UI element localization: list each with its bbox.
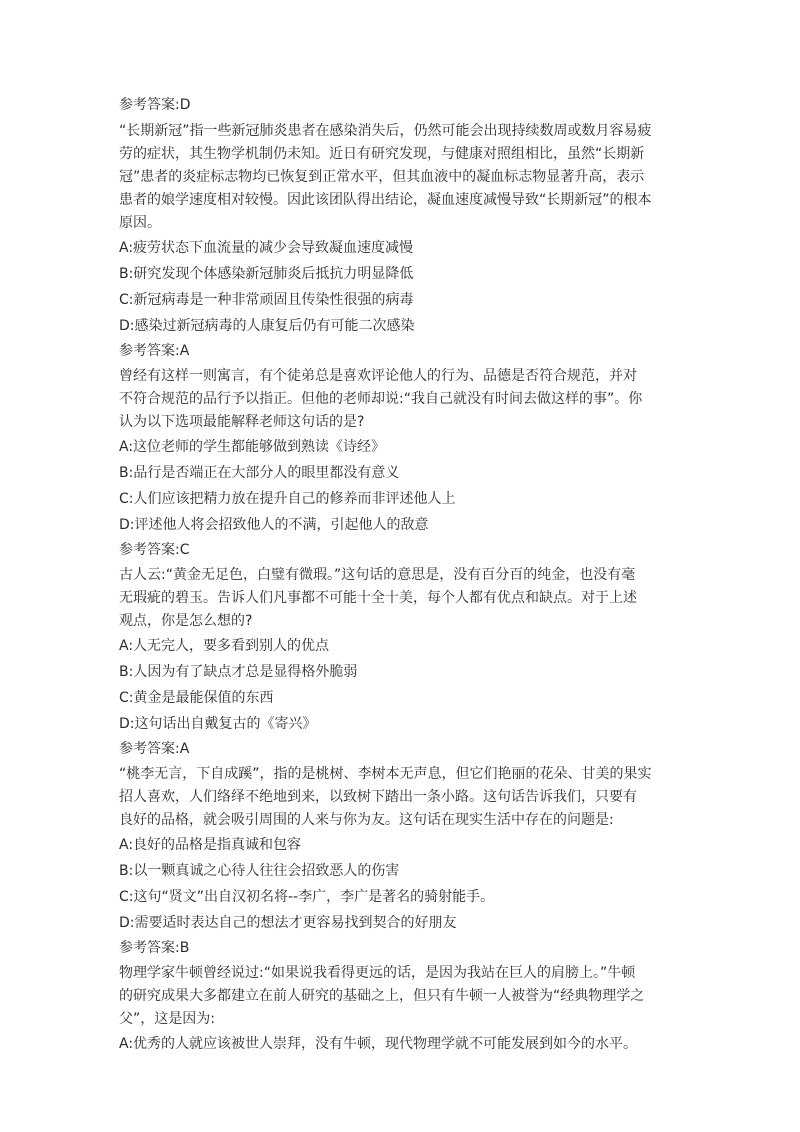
option-b: B:以一颗真诚之心待人往往会招致恶人的伤害 — [119, 863, 400, 879]
option-c: C:新冠病毒是一种非常顽固且传染性很强的病毒 — [119, 292, 414, 308]
question-text: 古人云:“黄金无足色，白璧有微瑕。”这句话的意思是，没有百分百的纯金，也没有毫 — [119, 567, 636, 583]
answer-key: 参考答案:D — [119, 97, 191, 113]
question-text: 招人喜欢，人们络绎不绝地到来，以致树下踏出一条小路。这句话告诉我们，只要有 — [119, 789, 637, 805]
option-d: D:需要适时表达自己的想法才更容易找到契合的好朋友 — [119, 915, 457, 931]
option-c: C:黄金是最能保值的东西 — [119, 690, 274, 706]
option-a: A:这位老师的学生都能够做到熟读《诗经》 — [119, 439, 386, 455]
question-text: “桃李无言，下自成蹊”，指的是桃树、李树本无声息，但它们艳丽的花朵、甘美的果实 — [119, 766, 652, 782]
question-text: 父”，这是因为: — [119, 1011, 215, 1027]
option-a: A:疲劳状态下血流量的减少会导致凝血速度减慢 — [119, 240, 414, 256]
question-text: 无瑕疵的碧玉。告诉人们凡事都不可能十全十美，每个人都有优点和缺点。对于上述 — [119, 590, 637, 606]
option-b: B:品行是否端正在大部分人的眼里都没有意义 — [119, 465, 400, 481]
answer-key: 参考答案:A — [119, 741, 190, 757]
question-text: 不符合规范的品行予以指正。但他的老师却说:“我自己就没有时间去做这样的事”。你 — [119, 391, 643, 407]
option-a: A:优秀的人就应该被世人崇拜，没有牛顿，现代物理学就不可能发展到如今的水平。 — [119, 1036, 638, 1052]
option-a: A:人无完人，要多看到别人的优点 — [119, 638, 330, 654]
option-d: D:评述他人将会招致他人的不满，引起他人的敌意 — [119, 517, 429, 533]
option-c: C:这句“贤文”出自汉初名将--李广，李广是著名的骑射能手。 — [119, 889, 495, 905]
question-text: 物理学家牛顿曾经说过:“如果说我看得更远的话，是因为我站在巨人的肩膀上。”牛顿 — [119, 965, 636, 981]
question-text: 原因。 — [119, 215, 161, 231]
question-text: 的研究成果大多都建立在前人研究的基础之上，但只有牛顿一人被誉为“经典物理学之 — [119, 988, 645, 1004]
answer-key: 参考答案:A — [119, 343, 190, 359]
question-text: 观点，你是怎么想的? — [119, 613, 253, 629]
question-text: 认为以下选项最能解释老师这句话的是? — [119, 414, 365, 430]
question-text: 曾经有这样一则寓言，有个徒弟总是喜欢评论他人的行为、品德是否符合规范，并对 — [119, 368, 637, 384]
option-d: D:这句话出自戴复古的《寄兴》 — [119, 716, 317, 732]
option-a: A:良好的品格是指真诚和包容 — [119, 837, 302, 853]
question-text: 冠”患者的炎症标志物均已恢复到正常水平，但其血液中的凝血标志物显著升高，表示 — [119, 169, 645, 185]
question-text: 患者的娘学速度相对较慢。因此该团队得出结论，凝血速度减慢导致“长期新冠”的根本 — [119, 192, 652, 208]
answer-key: 参考答案:C — [119, 542, 190, 558]
option-b: B:研究发现个体感染新冠肺炎后抵抗力明显降低 — [119, 266, 414, 282]
question-text: 劳的症状，其生物学机制仍未知。近日有研究发现，与健康对照组相比，虽然“长期新 — [119, 146, 645, 162]
option-d: D:感染过新冠病毒的人康复后仍有可能二次感染 — [119, 318, 415, 334]
question-text: 良好的品格，就会吸引周围的人来与你为友。这句话在现实生活中存在的问题是: — [119, 812, 614, 828]
option-b: B:人因为有了缺点才总是显得格外脆弱 — [119, 664, 358, 680]
answer-key: 参考答案:B — [119, 940, 190, 956]
option-c: C:人们应该把精力放在提升自己的修养而非评述他人上 — [119, 491, 456, 507]
question-text: “长期新冠”指一些新冠肺炎患者在感染消失后，仍然可能会出现持续数周或数月容易疲 — [119, 123, 652, 139]
